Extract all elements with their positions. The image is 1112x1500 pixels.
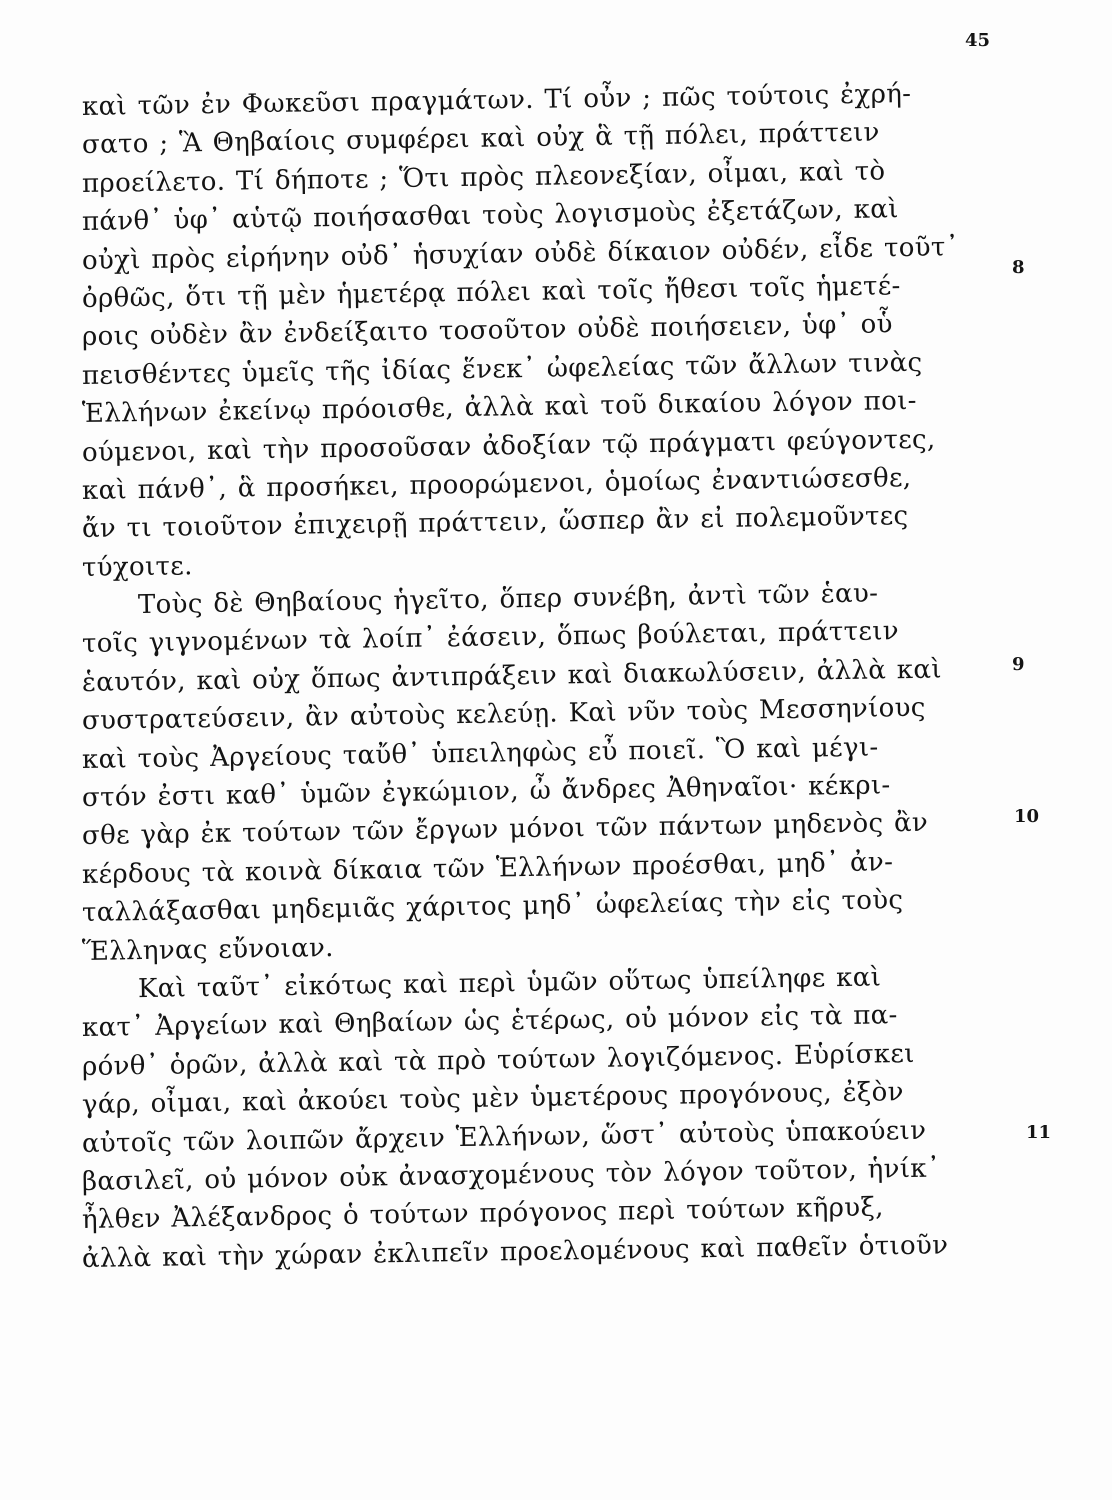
section-number-9: 9: [1012, 654, 1025, 675]
section-number-10: 10: [1014, 806, 1040, 827]
text-line-12: ἄν τι τοιοῦτον ἐπιχειρῇ πράττειν, ὥσπερ ἂν εἰ πολεμοῦντες: [81, 501, 909, 545]
text-line-14: Τοὺς δὲ Θηβαίους ἡγεῖτο, ὅπερ συνέβη, ἀντὶ τῶν ἑαυ-: [137, 578, 879, 621]
text-line-4: πάνθ᾽ ὑφ᾽ αὑτῷ ποιήσασθαι τοὺς λογισμοὺς ἐξετάζων, καὶ: [81, 194, 899, 238]
text-line-9: Ἑλλήνων ἐκείνῳ πρόοισθε, ἀλλὰ καὶ τοῦ δικαίου λόγον ποι-: [81, 386, 918, 430]
text-line-15: τοῖς γιγνομένων τὰ λοίπ᾽ ἐάσειν, ὅπως βούλεται, πράττειν: [81, 616, 900, 660]
text-line-30: ἦλθεν Ἀλέξανδρος ὁ τούτων πρόγονος περὶ τούτων κῆρυξ,: [81, 1192, 884, 1236]
text-line-1: καὶ τῶν ἐν Φωκεῦσι πραγμάτων. Τί οὖν ; πῶς τούτοις ἐχρή-: [81, 78, 912, 122]
text-line-3: προείλετο. Τί δήποτε ; Ὅτι πρὸς πλεονεξίαν, οἶμαι, καὶ τὸ: [81, 156, 886, 199]
text-line-13: τύχοιτε.: [81, 550, 193, 583]
text-line-22: ταλλάξασθαι μηδεμιᾶς χάριτος μηδ᾽ ὠφελείας τὴν εἰς τοὺς: [81, 885, 904, 929]
text-line-16: ἑαυτόν, καὶ οὐχ ὅπως ἀντιπράξειν καὶ διακωλύσειν, ἀλλὰ καὶ: [81, 654, 943, 698]
page-number: 45: [965, 30, 991, 51]
text-line-20: σθε γὰρ ἐκ τούτων τῶν ἔργων μόνοι τῶν πάντων μηδενὸς ἂν: [81, 808, 929, 852]
text-line-28: αὐτοῖς τῶν λοιπῶν ἄρχειν Ἑλλήνων, ὥστ᾽ αὐτοὺς ὑπακούειν: [81, 1115, 927, 1159]
text-line-27: γάρ, οἶμαι, καὶ ἀκούει τοὺς μὲν ὑμετέρους προγόνους, ἐξὸν: [81, 1077, 904, 1121]
text-line-10: ούμενοι, καὶ τὴν προσοῦσαν ἀδοξίαν τῷ πράγματι φεύγοντες,: [81, 424, 936, 468]
text-line-29: βασιλεῖ, οὐ μόνον οὐκ ἀνασχομένους τὸν λόγον τοῦτον, ἡνίκ᾽: [81, 1153, 941, 1197]
text-line-2: σατο ; Ἃ Θηβαίοις συμφέρει καὶ οὐχ ἃ τῇ πόλει, πράττειν: [81, 117, 880, 161]
text-line-5: οὐχὶ πρὸς εἰρήνην οὐδ᾽ ἡσυχίαν οὐδὲ δίκαιον οὐδέν, εἶδε τοῦτ᾽: [81, 231, 960, 276]
main-text-block: [81, 78, 1012, 1278]
text-line-19: στόν ἐστι καθ᾽ ὑμῶν ἐγκώμιον, ὦ ἄνδρες Ἀθηναῖοι· κέκρι-: [81, 770, 891, 814]
text-line-26: ρόνθ᾽ ὁρῶν, ἀλλὰ καὶ τὰ πρὸ τούτων λογιζόμενος. Εὑρίσκει: [81, 1038, 915, 1082]
text-line-11: καὶ πάνθ᾽, ἃ προσήκει, προορώμενοι, ὁμοίως ἐναντιώσεσθε,: [81, 462, 912, 506]
text-line-17: συστρατεύσειν, ἂν αὐτοὺς κελεύῃ. Καὶ νῦν τοὺς Μεσσηνίους: [81, 692, 926, 737]
section-number-8: 8: [1012, 257, 1025, 278]
text-line-25: κατ᾽ Ἀργείων καὶ Θηβαίων ὡς ἑτέρως, οὐ μόνον εἰς τὰ πα-: [81, 1000, 898, 1044]
text-line-31: ἀλλὰ καὶ τὴν χώραν ἐκλιπεῖν προελομένους καὶ παθεῖν ὁτιοῦν: [81, 1230, 949, 1274]
text-line-6: ὀρθῶς, ὅτι τῇ μὲν ἡμετέρᾳ πόλει καὶ τοῖς ἤθεσι τοῖς ἡμετέ-: [81, 271, 901, 314]
text-line-24: Καὶ ταῦτ᾽ εἰκότως καὶ περὶ ὑμῶν οὕτως ὑπείληφε καὶ: [137, 962, 882, 1005]
text-line-8: πεισθέντες ὑμεῖς τῆς ἰδίας ἕνεκ᾽ ὠφελείας τῶν ἄλλων τινὰς: [81, 347, 923, 391]
text-line-21: κέρδους τὰ κοινὰ δίκαια τῶν Ἑλλήνων προέσθαι, μηδ᾽ ἀν-: [81, 847, 894, 890]
text-line-18: καὶ τοὺς Ἀργείους ταὔθ᾽ ὑπειληφὼς εὖ ποιεῖ. Ὃ καὶ μέγι-: [81, 732, 879, 775]
text-line-7: ροις οὐδὲν ἂν ἐνδείξαιτο τοσοῦτον οὐδὲ ποιήσειεν, ὑφ᾽ οὗ: [81, 309, 894, 353]
section-number-11: 11: [1026, 1122, 1052, 1143]
text-line-23: Ἕλληνας εὔνοιαν.: [81, 932, 334, 967]
